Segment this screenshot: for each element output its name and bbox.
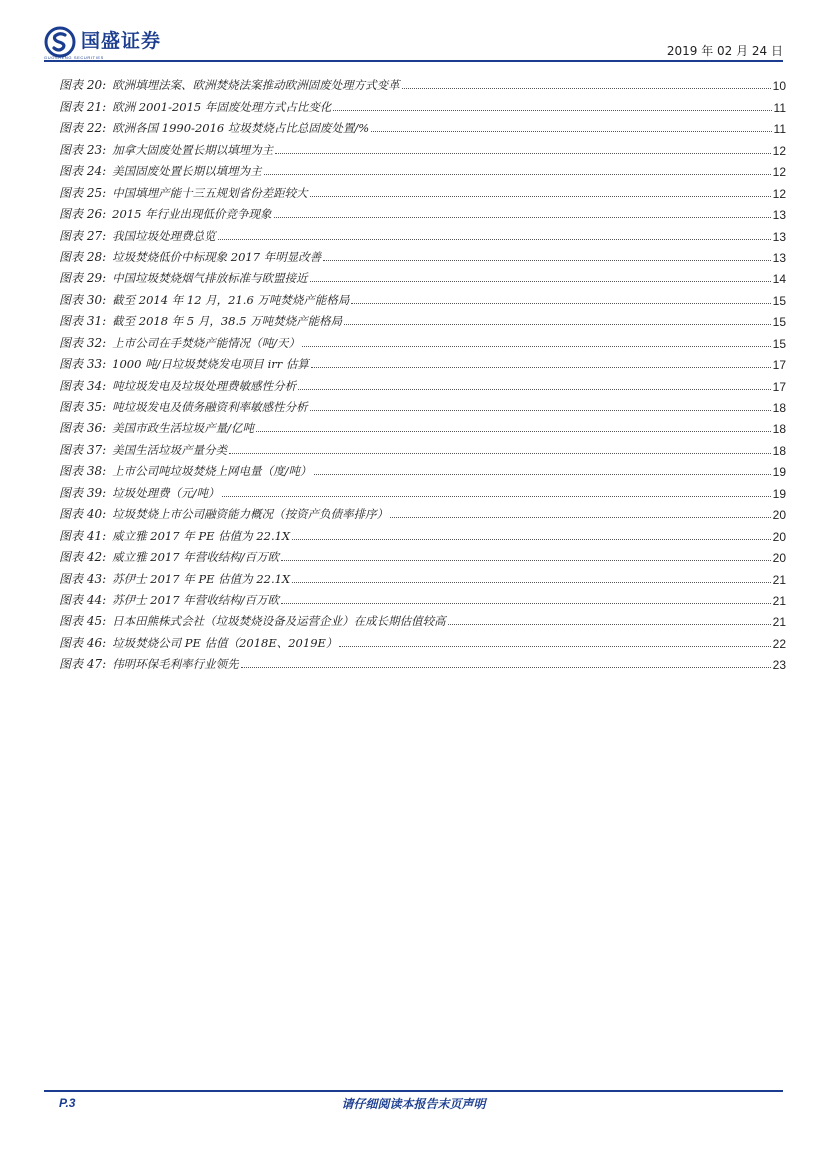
toc-entry[interactable] xyxy=(59,286,786,307)
toc-entry[interactable] xyxy=(59,351,786,372)
toc-entry[interactable] xyxy=(59,436,786,457)
toc-entry-page: 22 xyxy=(772,636,786,651)
toc-entry-page: 19 xyxy=(772,486,786,501)
toc-entry-label: 图表 41: xyxy=(59,528,107,543)
toc-entry-label: 图表 26: xyxy=(59,207,107,222)
toc-leader-dots xyxy=(448,624,771,625)
toc-entry-label: 图表 27: xyxy=(59,228,107,243)
toc-leader-dots xyxy=(298,389,771,390)
toc-leader-dots xyxy=(281,603,771,604)
toc-entry-page: 11 xyxy=(773,100,786,115)
toc-entry-title: 日本田熊株式会社（垃圾焚烧设备及运营企业）在成长期估值较高 xyxy=(112,614,446,629)
toc-entry-title: 上市公司在手焚烧产能情况（吨/天） xyxy=(112,335,301,350)
toc-leader-dots xyxy=(314,474,771,475)
toc-leader-dots xyxy=(390,517,771,518)
toc-entry-title: 欧洲各国 1990-2016 垃圾焚烧占比总固废处置/% xyxy=(112,121,370,136)
toc-entry-label: 图表 23: xyxy=(59,142,107,157)
toc-entry-title: 苏伊士 2017 年营收结构/百万欧 xyxy=(112,592,280,607)
toc-entry[interactable] xyxy=(59,394,786,415)
disclaimer-note: 请仔细阅读本报告末页声明 xyxy=(341,1097,486,1111)
toc-entry-title: 威立雅 2017 年 PE 估值为 22.1X xyxy=(112,528,291,543)
toc-entry[interactable] xyxy=(59,329,786,350)
toc-entry-title: 中国垃圾焚烧烟气排放标准与欧盟接近 xyxy=(112,271,308,286)
toc-entry-title: 垃圾处理费（元/吨） xyxy=(112,485,220,500)
toc-entry-page: 21 xyxy=(772,593,786,608)
toc-entry-page: 21 xyxy=(772,615,786,630)
toc-entry-label: 图表 25: xyxy=(59,185,107,200)
toc-entry-title: 垃圾焚烧上市公司融资能力概况（按资产负债率排序） xyxy=(112,507,389,522)
toc-leader-dots xyxy=(371,131,771,132)
toc-entry-page: 18 xyxy=(772,422,786,437)
toc-leader-dots xyxy=(222,496,771,497)
toc-entry[interactable] xyxy=(59,115,786,136)
toc-entry[interactable] xyxy=(59,587,786,608)
toc-entry-page: 13 xyxy=(772,229,786,244)
toc-entry[interactable] xyxy=(59,158,786,179)
toc-entry-page: 10 xyxy=(772,79,786,94)
toc-entry-label: 图表 28: xyxy=(59,249,107,264)
toc-leader-dots xyxy=(351,303,770,304)
toc-entry-title: 威立雅 2017 年营收结构/百万欧 xyxy=(112,550,280,565)
toc-entry-label: 图表 37: xyxy=(59,442,107,457)
toc-entry-page: 15 xyxy=(772,293,786,308)
toc-entry[interactable] xyxy=(59,244,786,265)
toc-entry-title: 我国垃圾处理费总览 xyxy=(112,228,216,243)
toc-entry[interactable] xyxy=(59,179,786,200)
toc-leader-dots xyxy=(241,667,771,668)
toc-entry[interactable] xyxy=(59,201,786,222)
toc-leader-dots xyxy=(281,560,771,561)
toc-entry-title: 加拿大固废处置长期以填埋为主 xyxy=(112,142,274,157)
report-date: 2019 年 02 月 24 日 xyxy=(666,44,783,58)
toc-leader-dots xyxy=(292,539,771,540)
toc-entry-title: 苏伊士 2017 年 PE 估值为 22.1X xyxy=(112,571,291,586)
toc-leader-dots xyxy=(229,453,771,454)
toc-entry-label: 图表 30: xyxy=(59,292,107,307)
toc-entry-page: 12 xyxy=(772,165,786,180)
toc-entry-page: 13 xyxy=(772,208,786,223)
toc-leader-dots xyxy=(264,174,771,175)
toc-entry-title: 欧洲 2001-2015 年固废处理方式占比变化 xyxy=(112,99,332,114)
toc-entry-page: 18 xyxy=(772,443,786,458)
toc-entry-title: 2015 年行业出现低价竞争现象 xyxy=(112,207,272,222)
toc-entry-page: 13 xyxy=(772,250,786,265)
company-logo xyxy=(44,22,204,62)
toc-entry-page: 15 xyxy=(772,336,786,351)
toc-entry-title: 吨垃圾发电及债务融资利率敏感性分析 xyxy=(112,400,308,414)
toc-entry-page: 21 xyxy=(772,572,786,587)
toc-entry-title: 垃圾焚烧公司 PE 估值（2018E、2019E） xyxy=(112,635,338,650)
toc-leader-dots xyxy=(333,110,771,111)
toc-entry-label: 图表 43: xyxy=(59,571,107,586)
toc-entry-page: 15 xyxy=(772,315,786,330)
toc-entry-page: 18 xyxy=(772,401,786,415)
toc-entry[interactable] xyxy=(59,651,786,672)
toc-entry-page: 20 xyxy=(772,529,786,544)
toc-entry-page: 11 xyxy=(773,122,786,137)
logo-subtext: GUOSHENG SECURITIES xyxy=(44,55,104,60)
toc-entry-label: 图表 42: xyxy=(59,550,107,565)
toc-leader-dots xyxy=(274,217,771,218)
toc-entry-label: 图表 38: xyxy=(59,464,107,479)
toc-entry-page: 14 xyxy=(772,272,786,287)
toc-entry[interactable] xyxy=(59,265,786,286)
toc-leader-dots xyxy=(218,239,771,240)
footer-divider xyxy=(44,1090,783,1092)
toc-entry[interactable] xyxy=(59,93,786,114)
toc-entry-page: 23 xyxy=(772,658,786,673)
toc-entry[interactable] xyxy=(59,629,786,650)
toc-entry-title: 截至 2018 年 5 月，38.5 万吨焚烧产能格局 xyxy=(112,314,343,329)
toc-entry-label: 图表 33: xyxy=(59,357,107,372)
toc-entry[interactable] xyxy=(59,458,786,479)
toc-entry-title: 1000 吨/日垃圾焚烧发电项目 irr 估算 xyxy=(112,357,309,372)
toc-entry[interactable] xyxy=(59,544,786,565)
toc-leader-dots xyxy=(323,260,770,261)
toc-entry-label: 图表 29: xyxy=(59,271,107,286)
toc-entry-page: 20 xyxy=(772,508,786,523)
toc-leader-dots xyxy=(310,196,771,197)
toc-entry-label: 图表 39: xyxy=(59,485,107,500)
toc-entry-title: 上市公司吨垃圾焚烧上网电量（度/吨） xyxy=(112,464,312,479)
toc-entry-title: 美国固废处置长期以填埋为主 xyxy=(112,164,262,179)
toc-leader-dots xyxy=(310,281,771,282)
toc-leader-dots xyxy=(256,431,771,432)
toc-entry-label: 图表 32: xyxy=(59,335,107,350)
toc-entry[interactable] xyxy=(59,501,786,522)
toc-entry-title: 美国生活垃圾产量分类 xyxy=(112,442,228,457)
toc-entry[interactable] xyxy=(59,415,786,436)
figure-index-list xyxy=(59,72,786,672)
toc-leader-dots xyxy=(402,88,771,89)
toc-entry-label: 图表 36: xyxy=(59,421,107,436)
toc-entry-label: 图表 44: xyxy=(59,592,107,607)
toc-leader-dots xyxy=(310,410,771,411)
toc-entry[interactable] xyxy=(59,479,786,500)
header-divider xyxy=(44,60,783,62)
toc-leader-dots xyxy=(292,582,771,583)
toc-leader-dots xyxy=(339,646,770,647)
toc-entry-label: 图表 47: xyxy=(59,657,107,672)
toc-entry[interactable] xyxy=(59,372,786,393)
toc-entry-page: 20 xyxy=(772,551,786,566)
toc-entry-label: 图表 24: xyxy=(59,164,107,179)
toc-entry-label: 图表 45: xyxy=(59,614,107,629)
toc-entry-label: 图表 20: xyxy=(59,78,107,93)
toc-entry[interactable] xyxy=(59,522,786,543)
toc-leader-dots xyxy=(302,346,771,347)
toc-entry-title: 吨垃圾发电及垃圾处理费敏感性分析 xyxy=(112,378,297,393)
toc-entry-title: 美国市政生活垃圾产量/亿吨 xyxy=(112,421,255,436)
toc-entry-page: 17 xyxy=(772,379,786,394)
toc-entry[interactable] xyxy=(59,72,786,93)
toc-entry-title: 截至 2014 年 12 月，21.6 万吨焚烧产能格局 xyxy=(112,292,350,307)
page-number: P.3 xyxy=(59,1096,76,1110)
toc-entry-page: 12 xyxy=(772,186,786,201)
toc-entry[interactable] xyxy=(59,136,786,157)
toc-entry-label: 图表 21: xyxy=(59,99,107,114)
toc-entry-title: 欧洲填埋法案、欧洲焚烧法案推动欧洲固废处理方式变革 xyxy=(112,78,400,93)
toc-entry-label: 图表 40: xyxy=(59,507,107,522)
toc-entry-label: 图表 35: xyxy=(59,400,107,414)
toc-entry[interactable] xyxy=(59,565,786,586)
toc-entry-page: 19 xyxy=(772,465,786,480)
toc-entry-label: 图表 22: xyxy=(59,121,107,136)
logo-text: 国盛证券 xyxy=(81,30,162,52)
toc-entry-label: 图表 46: xyxy=(59,635,107,650)
toc-entry-label: 图表 34: xyxy=(59,378,107,393)
toc-entry-page: 12 xyxy=(772,143,786,158)
toc-entry-title: 伟明环保毛利率行业领先 xyxy=(112,657,239,672)
toc-entry-title: 中国填埋产能十三五规划省份差距较大 xyxy=(112,185,308,200)
toc-entry[interactable] xyxy=(59,308,786,329)
toc-entry-page: 17 xyxy=(772,358,786,373)
toc-leader-dots xyxy=(344,324,771,325)
toc-entry[interactable] xyxy=(59,222,786,243)
guosheng-logo-icon xyxy=(44,26,76,58)
toc-entry-label: 图表 31: xyxy=(59,314,107,329)
toc-entry-title: 垃圾焚烧低价中标现象 2017 年明显改善 xyxy=(112,249,322,264)
toc-leader-dots xyxy=(311,367,771,368)
toc-entry[interactable] xyxy=(59,608,786,629)
toc-leader-dots xyxy=(275,153,771,154)
